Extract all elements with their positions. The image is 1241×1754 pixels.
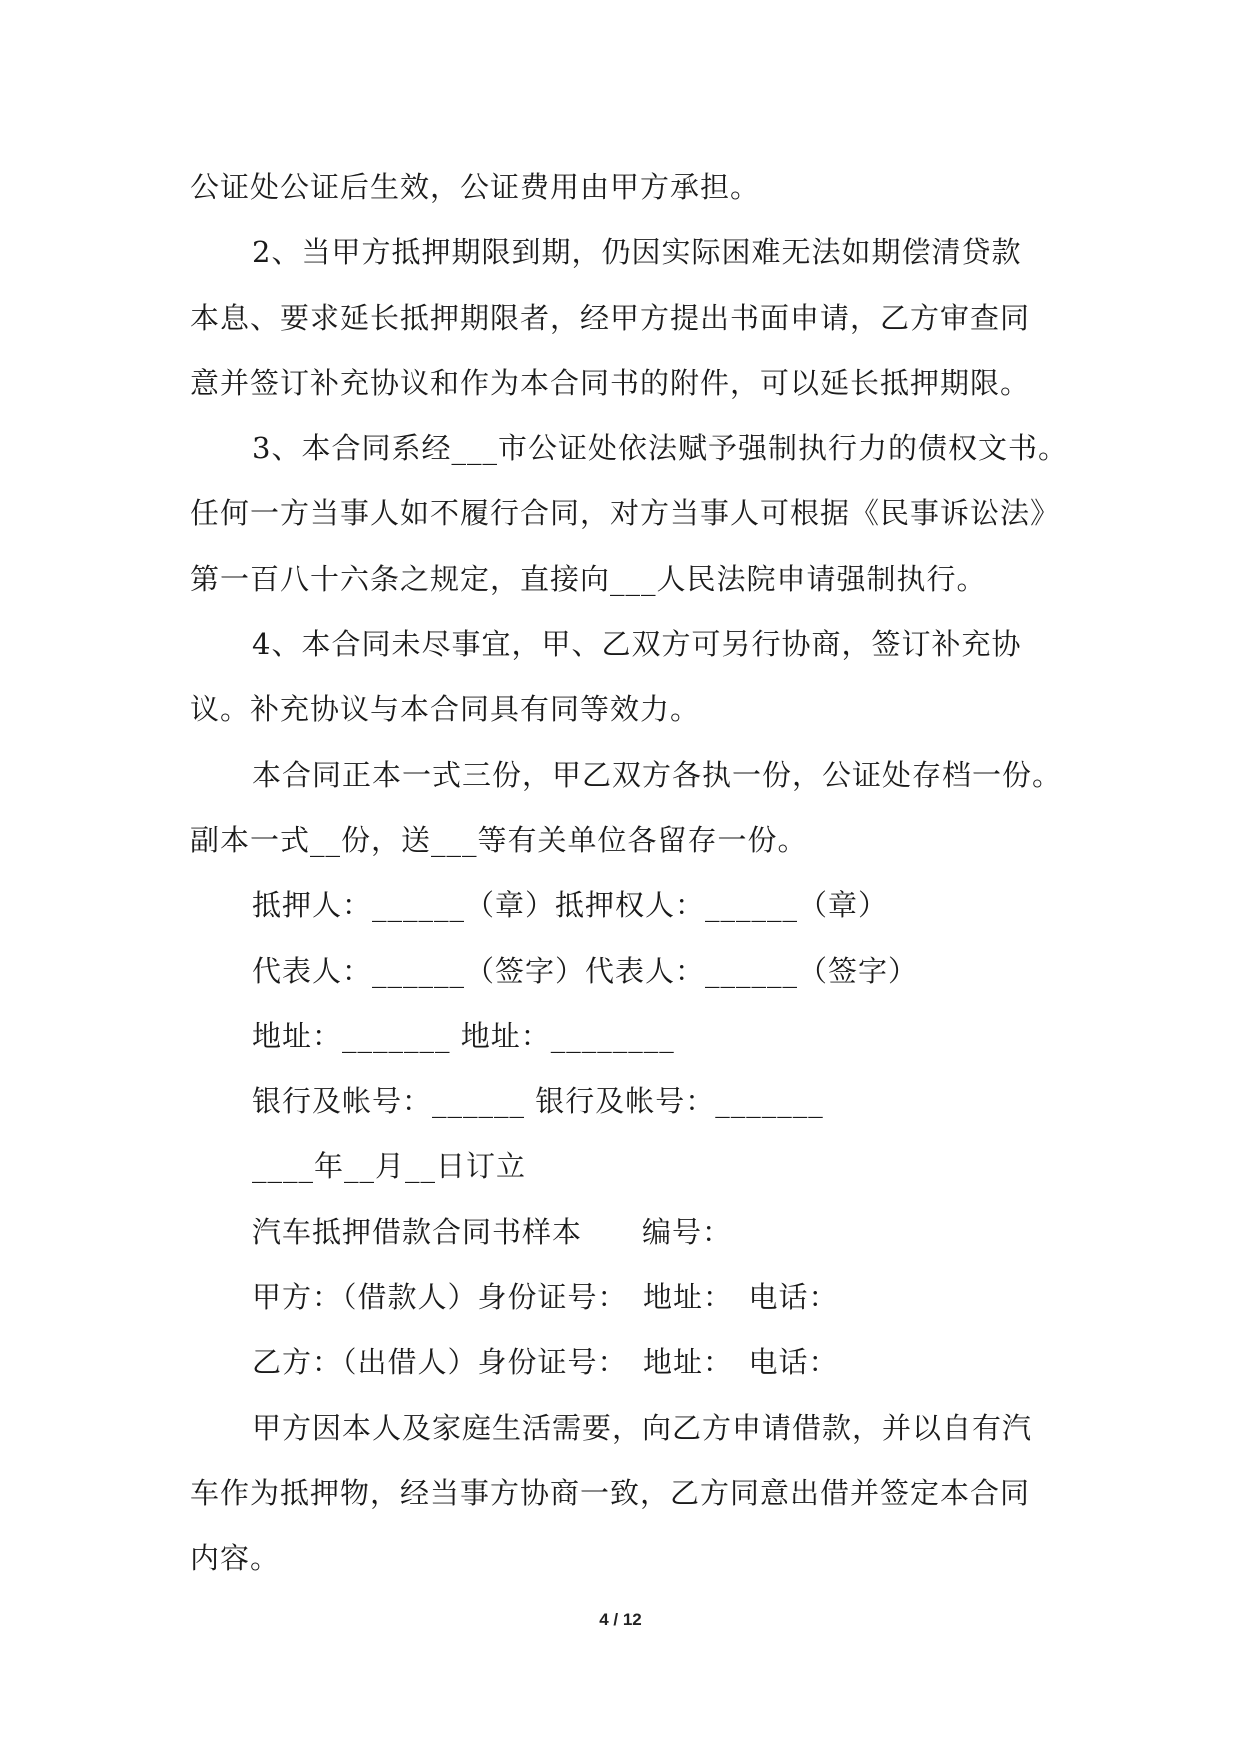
text-line: 副本一式__份，送___等有关单位各留存一份。 bbox=[190, 822, 808, 857]
text-line: 议。补充协议与本合同具有同等效力。 bbox=[190, 692, 701, 727]
text-line: 意并签订补充协议和作为本合同书的附件，可以延长抵押期限。 bbox=[190, 365, 1031, 400]
contract-title-line: 汽车抵押借款合同书样本 编号： bbox=[252, 1214, 733, 1249]
bank-account-line: 银行及帐号：______ 银行及帐号：_______ bbox=[252, 1084, 824, 1119]
address-line: 地址：_______ 地址：________ bbox=[252, 1018, 675, 1053]
text-line: 车作为抵押物，经当事方协商一致，乙方同意出借并签定本合同 bbox=[190, 1475, 1031, 1510]
text-line: 本合同正本一式三份，甲乙双方各执一份，公证处存档一份。 bbox=[252, 757, 1063, 792]
text-line: 2、当甲方抵押期限到期，仍因实际困难无法如期偿清贷款 bbox=[252, 235, 1022, 270]
text-line: 第一百八十六条之规定，直接向___人民法院申请强制执行。 bbox=[190, 561, 987, 596]
document-body bbox=[190, 155, 1070, 1592]
party-a-line: 甲方：（借款人）身份证号： 地址： 电话： bbox=[252, 1280, 839, 1315]
text-line: 3、本合同系经___市公证处依法赋予强制执行力的债权文书。 bbox=[252, 431, 1068, 466]
text-line: 公证处公证后生效，公证费用由甲方承担。 bbox=[190, 170, 761, 204]
text-line: 本息、要求延长抵押期限者，经甲方提出书面申请，乙方审查同 bbox=[190, 300, 1031, 335]
signature-line: 代表人：______（签字）代表人：______（签字） bbox=[252, 953, 919, 988]
text-line: 任何一方当事人如不履行合同，对方当事人可根据《民事诉讼法》 bbox=[190, 496, 1061, 531]
text-line: 内容。 bbox=[190, 1541, 281, 1576]
signature-line: 抵押人：______（章）抵押权人：______（章） bbox=[252, 888, 889, 923]
page-number: 4 / 12 bbox=[599, 1610, 642, 1629]
date-line: ____年__月__日订立 bbox=[252, 1149, 527, 1184]
party-b-line: 乙方：（出借人）身份证号： 地址： 电话： bbox=[252, 1345, 839, 1380]
text-line: 甲方因本人及家庭生活需要，向乙方申请借款，并以自有汽 bbox=[252, 1410, 1033, 1445]
text-line: 4、本合同未尽事宜，甲、乙双方可另行协商，签订补充协 bbox=[252, 627, 1022, 662]
